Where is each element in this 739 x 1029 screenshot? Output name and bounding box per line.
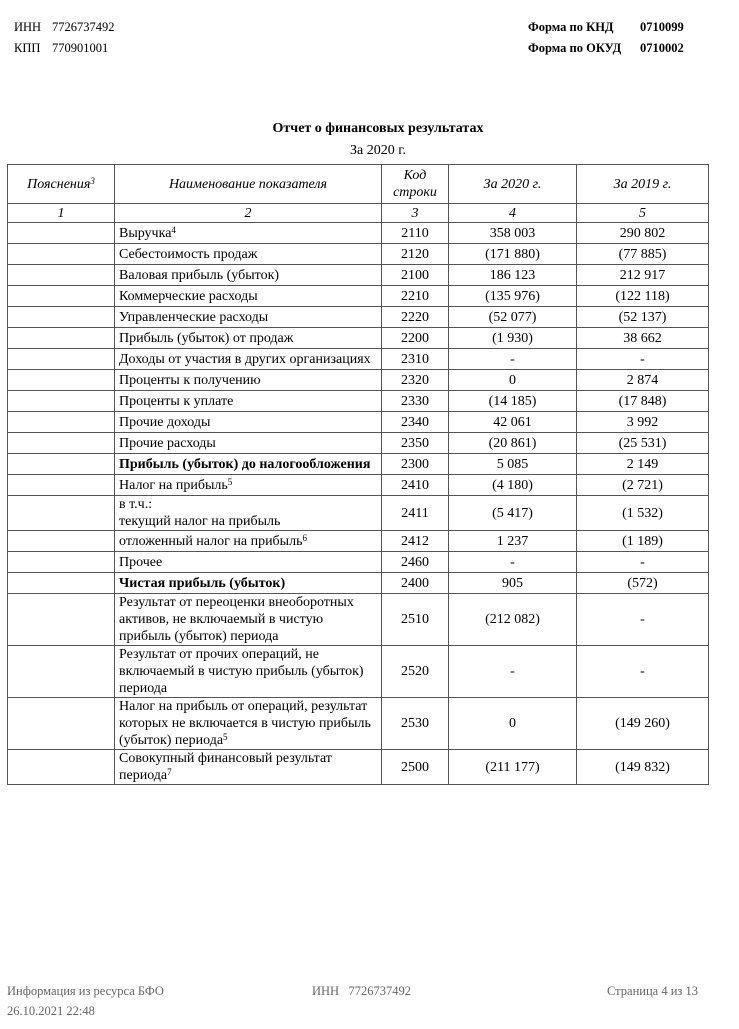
line-code-cell: 2300 bbox=[382, 454, 449, 475]
indicator-name: Доходы от участия в других организациях bbox=[119, 351, 371, 367]
table-row bbox=[8, 433, 709, 454]
knd-line bbox=[528, 17, 684, 38]
table-row bbox=[8, 328, 709, 349]
value-2019-cell: 212 917 bbox=[577, 265, 709, 286]
value-2019-cell: (77 885) bbox=[577, 244, 709, 265]
footnote-marker: 5 bbox=[223, 732, 228, 742]
indicator-name: Проценты к получению bbox=[119, 372, 261, 388]
table-row bbox=[8, 573, 709, 594]
value-2019-cell: - bbox=[577, 552, 709, 573]
line-code-cell: 2411 bbox=[382, 496, 449, 531]
indicator-name: Совокупный финансовый результат периода bbox=[119, 751, 332, 783]
kpp-value: 770901001 bbox=[52, 41, 109, 55]
indicator-name-cell bbox=[115, 286, 382, 307]
notes-cell bbox=[8, 349, 115, 370]
notes-cell bbox=[8, 454, 115, 475]
value-2019-cell: - bbox=[577, 594, 709, 646]
column-header-indicator: Наименование показателя bbox=[115, 165, 382, 204]
table-row bbox=[8, 244, 709, 265]
okud-line bbox=[528, 38, 684, 59]
value-2019-cell: (122 118) bbox=[577, 286, 709, 307]
header-right bbox=[528, 17, 684, 59]
line-code-cell: 2320 bbox=[382, 370, 449, 391]
value-2019-cell: (149 832) bbox=[577, 750, 709, 785]
line-code-cell: 2310 bbox=[382, 349, 449, 370]
footer-source-text: Информация из ресурса БФО bbox=[7, 984, 164, 998]
value-2020-cell: (4 180) bbox=[449, 475, 577, 496]
line-code-cell: 2200 bbox=[382, 328, 449, 349]
indicator-name-cell bbox=[115, 412, 382, 433]
notes-cell bbox=[8, 412, 115, 433]
okud-label: Форма по ОКУД bbox=[528, 41, 622, 55]
indicator-name-cell bbox=[115, 370, 382, 391]
column-number: 3 bbox=[382, 204, 449, 223]
indicator-name: Налог на прибыль bbox=[119, 477, 228, 493]
report-period: За 2020 г. bbox=[350, 143, 406, 158]
value-2019-cell: (17 848) bbox=[577, 391, 709, 412]
inn-value: 7726737492 bbox=[52, 20, 115, 34]
line-code-cell: 2510 bbox=[382, 594, 449, 646]
value-2019-cell: 3 992 bbox=[577, 412, 709, 433]
notes-cell bbox=[8, 328, 115, 349]
column-header-2020: За 2020 г. bbox=[449, 165, 577, 204]
indicator-name-cell bbox=[115, 223, 382, 244]
financial-results-table bbox=[7, 164, 709, 785]
footnote-marker: 4 bbox=[171, 224, 176, 235]
footer-inn-label: ИНН bbox=[312, 984, 340, 998]
table-row bbox=[8, 698, 709, 750]
indicator-name: Себестоимость продаж bbox=[119, 246, 258, 262]
indicator-name: Чистая прибыль (убыток) bbox=[119, 575, 286, 591]
value-2020-cell: (5 417) bbox=[449, 496, 577, 531]
indicator-name-cell bbox=[115, 328, 382, 349]
indicator-name-cell bbox=[115, 573, 382, 594]
notes-cell bbox=[8, 433, 115, 454]
line-code-cell: 2210 bbox=[382, 286, 449, 307]
line-code-cell: 2410 bbox=[382, 475, 449, 496]
column-number: 4 bbox=[449, 204, 577, 223]
value-2019-cell: (52 137) bbox=[577, 307, 709, 328]
value-2020-cell: 0 bbox=[449, 370, 577, 391]
notes-cell bbox=[8, 698, 115, 750]
value-2019-cell: - bbox=[577, 349, 709, 370]
value-2019-cell: (1 189) bbox=[577, 531, 709, 552]
report-title: Отчет о финансовых результатах bbox=[272, 121, 484, 136]
inn-line bbox=[14, 17, 115, 38]
table-row bbox=[8, 286, 709, 307]
value-2020-cell: - bbox=[449, 552, 577, 573]
indicator-name-cell bbox=[115, 307, 382, 328]
footnote-marker: 7 bbox=[167, 767, 172, 777]
notes-cell bbox=[8, 496, 115, 531]
value-2020-cell: (135 976) bbox=[449, 286, 577, 307]
value-2020-cell: (20 861) bbox=[449, 433, 577, 454]
value-2020-cell: - bbox=[449, 646, 577, 698]
indicator-name-cell bbox=[115, 552, 382, 573]
table-row bbox=[8, 475, 709, 496]
column-header-notes: Пояснения$^3$ bbox=[8, 165, 115, 204]
line-code-cell: 2400 bbox=[382, 573, 449, 594]
notes-cell bbox=[8, 307, 115, 328]
column-header-code: Код строки bbox=[382, 165, 449, 204]
value-2019-cell: (2 721) bbox=[577, 475, 709, 496]
notes-cell bbox=[8, 223, 115, 244]
indicator-name-cell bbox=[115, 594, 382, 646]
indicator-name-cell bbox=[115, 475, 382, 496]
knd-label: Форма по КНД bbox=[528, 20, 614, 34]
line-code-cell: 2330 bbox=[382, 391, 449, 412]
table-header-row bbox=[8, 165, 709, 204]
indicator-name: Управленческие расходы bbox=[119, 309, 269, 325]
indicator-name: Прибыль (убыток) до налогообложения bbox=[119, 456, 371, 472]
header-left bbox=[14, 17, 115, 59]
indicator-name: отложенный налог на прибыль bbox=[119, 533, 303, 549]
indicator-name-cell bbox=[115, 433, 382, 454]
table-row bbox=[8, 496, 709, 531]
notes-cell bbox=[8, 531, 115, 552]
notes-cell bbox=[8, 391, 115, 412]
value-2020-cell: (211 177) bbox=[449, 750, 577, 785]
value-2019-cell: 2 149 bbox=[577, 454, 709, 475]
value-2020-cell: 905 bbox=[449, 573, 577, 594]
indicator-name-cell bbox=[115, 454, 382, 475]
notes-cell bbox=[8, 646, 115, 698]
indicator-name: в т.ч.: текущий налог на прибыль bbox=[119, 497, 281, 529]
line-code-cell: 2100 bbox=[382, 265, 449, 286]
value-2020-cell: - bbox=[449, 349, 577, 370]
indicator-name-cell bbox=[115, 750, 382, 785]
footer-page-number: Страница 4 из 13 bbox=[607, 984, 698, 998]
table-row bbox=[8, 307, 709, 328]
notes-cell bbox=[8, 573, 115, 594]
table-row bbox=[8, 531, 709, 552]
value-2020-cell: (14 185) bbox=[449, 391, 577, 412]
footer-inn bbox=[312, 981, 411, 1001]
notes-cell bbox=[8, 370, 115, 391]
value-2020-cell: 358 003 bbox=[449, 223, 577, 244]
line-code-cell: 2110 bbox=[382, 223, 449, 244]
indicator-name: Налог на прибыль от операций, результат которых не включается в чистую прибыль (убыток) периода bbox=[119, 699, 371, 748]
line-code-cell: 2520 bbox=[382, 646, 449, 698]
indicator-name: Прочие расходы bbox=[119, 435, 216, 451]
footnote-marker: 6 bbox=[302, 532, 307, 543]
table-row bbox=[8, 552, 709, 573]
column-number: 1 bbox=[8, 204, 115, 223]
table-row bbox=[8, 454, 709, 475]
value-2019-cell: (25 531) bbox=[577, 433, 709, 454]
notes-cell bbox=[8, 265, 115, 286]
value-2019-cell: 2 874 bbox=[577, 370, 709, 391]
line-code-cell: 2340 bbox=[382, 412, 449, 433]
notes-cell bbox=[8, 244, 115, 265]
table-row bbox=[8, 265, 709, 286]
column-header-2019: За 2019 г. bbox=[577, 165, 709, 204]
value-2020-cell: 0 bbox=[449, 698, 577, 750]
notes-cell bbox=[8, 286, 115, 307]
line-code-cell: 2350 bbox=[382, 433, 449, 454]
table-row bbox=[8, 646, 709, 698]
value-2019-cell: (1 532) bbox=[577, 496, 709, 531]
okud-value: 0710002 bbox=[640, 41, 684, 55]
kpp-line bbox=[14, 38, 115, 59]
indicator-name-cell bbox=[115, 698, 382, 750]
indicator-name-cell bbox=[115, 244, 382, 265]
indicator-name: Прибыль (убыток) от продаж bbox=[119, 330, 294, 346]
table-body bbox=[8, 223, 709, 785]
table-row bbox=[8, 370, 709, 391]
column-number-row bbox=[8, 204, 709, 223]
footer-inn-value: 7726737492 bbox=[348, 984, 411, 998]
notes-cell bbox=[8, 594, 115, 646]
line-code-cell: 2220 bbox=[382, 307, 449, 328]
knd-value: 0710099 bbox=[640, 20, 684, 34]
table-row bbox=[8, 223, 709, 244]
indicator-name-cell bbox=[115, 265, 382, 286]
value-2019-cell: (572) bbox=[577, 573, 709, 594]
footnote-marker: 3 bbox=[90, 175, 95, 186]
indicator-name: Прочее bbox=[119, 554, 163, 570]
indicator-name-cell bbox=[115, 391, 382, 412]
notes-cell bbox=[8, 750, 115, 785]
value-2019-cell: (149 260) bbox=[577, 698, 709, 750]
line-code-cell: 2460 bbox=[382, 552, 449, 573]
table-row bbox=[8, 412, 709, 433]
indicator-name-cell bbox=[115, 496, 382, 531]
inn-label: ИНН bbox=[14, 20, 42, 34]
table-row bbox=[8, 391, 709, 412]
line-code-cell: 2500 bbox=[382, 750, 449, 785]
line-code-cell: 2412 bbox=[382, 531, 449, 552]
kpp-label: КПП bbox=[14, 41, 41, 55]
indicator-name-cell bbox=[115, 646, 382, 698]
indicator-name: Коммерческие расходы bbox=[119, 288, 258, 304]
line-code-cell: 2120 bbox=[382, 244, 449, 265]
indicator-name: Валовая прибыль (убыток) bbox=[119, 267, 280, 283]
footer-source bbox=[7, 981, 164, 1021]
indicator-name: Прочие доходы bbox=[119, 414, 211, 430]
notes-cell bbox=[8, 475, 115, 496]
table-row bbox=[8, 750, 709, 785]
value-2020-cell: 186 123 bbox=[449, 265, 577, 286]
indicator-name: Результат от переоценки внеоборотных активов, не включаемый в чистую прибыль (убыток) периода bbox=[119, 595, 354, 644]
value-2019-cell: 290 802 bbox=[577, 223, 709, 244]
value-2020-cell: 1 237 bbox=[449, 531, 577, 552]
value-2020-cell: 5 085 bbox=[449, 454, 577, 475]
value-2019-cell: 38 662 bbox=[577, 328, 709, 349]
indicator-name: Проценты к уплате bbox=[119, 393, 234, 409]
indicator-name-cell bbox=[115, 349, 382, 370]
indicator-name-cell bbox=[115, 531, 382, 552]
column-number: 5 bbox=[577, 204, 709, 223]
value-2020-cell: (52 077) bbox=[449, 307, 577, 328]
value-2020-cell: (171 880) bbox=[449, 244, 577, 265]
column-number: 2 bbox=[115, 204, 382, 223]
indicator-name: Выручка bbox=[119, 225, 172, 241]
line-code-cell: 2530 bbox=[382, 698, 449, 750]
table-row bbox=[8, 594, 709, 646]
footer-datetime: 26.10.2021 22:48 bbox=[7, 1004, 95, 1018]
value-2019-cell: - bbox=[577, 646, 709, 698]
indicator-name: Результат от прочих операций, не включаемый в чистую прибыль (убыток) периода bbox=[119, 647, 364, 696]
footnote-marker: 5 bbox=[227, 476, 233, 487]
value-2020-cell: (1 930) bbox=[449, 328, 577, 349]
value-2020-cell: 42 061 bbox=[449, 412, 577, 433]
table-row bbox=[8, 349, 709, 370]
notes-cell bbox=[8, 552, 115, 573]
value-2020-cell: (212 082) bbox=[449, 594, 577, 646]
